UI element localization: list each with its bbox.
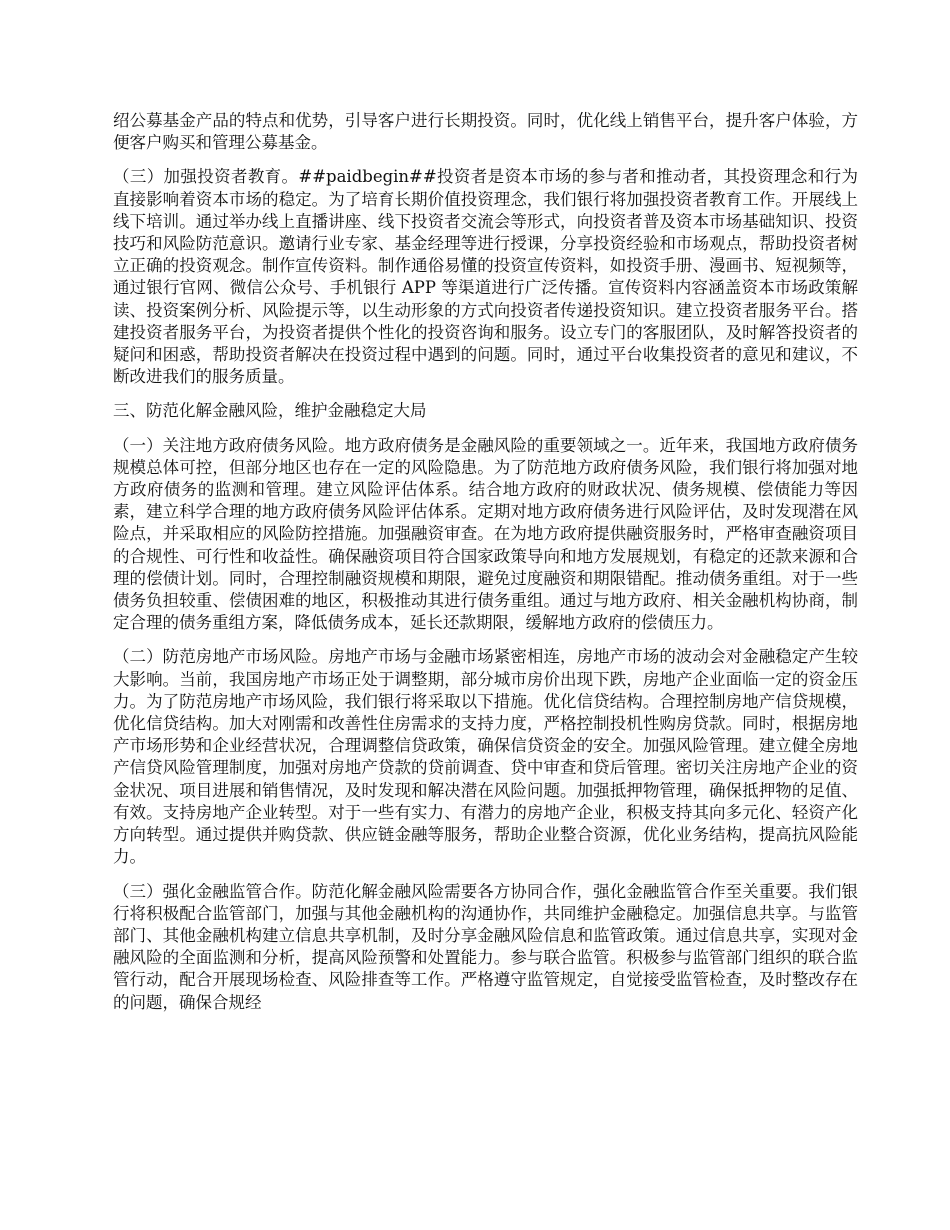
paragraph-investor-education: （三）加强投资者教育。##paidbegin##投资者是资本市场的参与者和推动者，其投资理念和行为直接影响着资本市场的稳定。为了培育长期价值投资理念，我们银行将加强投资者教育工作。开展线上线下培训。通过举办线上直播讲座、线下投资者交流会等形式，向投资者普及资本市场基础知识、投资技巧和风险防范意识。邀请行业专家、基金经理等进行授课，分享投资经验和市场观点，帮助投资者树立正确的投资观念。制作宣传资料。制作通俗易懂的投资宣传资料，如投资手册、漫画书、短视频等，通过银行官网、微信公众号、手机银行 APP 等渠道进行广泛传播。宣传资料内容涵盖资本市场政策解读、投资案例分析、风险提示等，以生动形象的方式向投资者传递投资知识。建立投资者服务平台。搭建投资者服务平台，为投资者提供个性化的投资咨询和服务。设立专门的客服团队，及时解答投资者的疑问和困惑，帮助投资者解决在投资过程中遇到的问题。同时，通过平台收集投资者的意见和建议，不断改进我们的服务质量。 — [113, 167, 858, 387]
section-heading-financial-risk: 三、防范化解金融风险，维护金融稳定大局 — [113, 401, 427, 421]
document-body — [113, 110, 858, 1026]
paragraph-fund-products: 绍公募基金产品的特点和优势，引导客户进行长期投资。同时，优化线上销售平台，提升客户体验，方便客户购买和管理公募基金。 — [113, 111, 858, 153]
paragraph-regulatory-cooperation: （三）强化金融监管合作。防范化解金融风险需要各方协同合作，强化金融监管合作至关重要。我们银行将积极配合监管部门，加强与其他金融机构的沟通协作，共同维护金融稳定。加强信息共享。与监管部门、其他金融机构建立信息共享机制，及时分享金融风险信息和监管政策。通过信息共享，实现对金融风险的全面监测和分析，提高风险预警和处置能力。参与联合监管。积极参与监管部门组织的联合监管行动，配合开展现场检查、风险排查等工作。严格遵守监管规定，自觉接受监管检查，及时整改存在的问题，确保合规经 — [113, 881, 858, 1012]
paragraph-local-government-debt: （一）关注地方政府债务风险。地方政府债务是金融风险的重要领域之一。近年来，我国地方政府债务规模总体可控，但部分地区也存在一定的风险隐患。为了防范地方政府债务风险，我们银行将加强对地方政府债务的监测和管理。建立风险评估体系。结合地方政府的财政状况、债务规模、偿债能力等因素，建立科学合理的地方政府债务风险评估体系。定期对地方政府债务进行风险评估，及时发现潜在风险点，并采取相应的风险防控措施。加强融资审查。在为地方政府提供融资服务时，严格审查融资项目的合规性、可行性和收益性。确保融资项目符合国家政策导向和地方发展规划，有稳定的还款来源和合理的偿债计划。同时，合理控制融资规模和期限，避免过度融资和期限错配。推动债务重组。对于一些债务负担较重、偿债困难的地区，积极推动其进行债务重组。通过与地方政府、相关金融机构协商，制定合理的债务重组方案，降低债务成本，延长还款期限，缓解地方政府的偿债压力。 — [113, 435, 858, 633]
paragraph-real-estate-risk: （二）防范房地产市场风险。房地产市场与金融市场紧密相连，房地产市场的波动会对金融稳定产生较大影响。当前，我国房地产市场正处于调整期，部分城市房价出现下跌，房地产企业面临一定的资金压力。为了防范房地产市场风险，我们银行将采取以下措施。优化信贷结构。合理控制房地产信贷规模，优化信贷结构。加大对刚需和改善性住房需求的支持力度，严格控制投机性购房贷款。同时，根据房地产市场形势和企业经营状况，合理调整信贷政策，确保信贷资金的安全。加强风险管理。建立健全房地产信贷风险管理制度，加强对房地产贷款的贷前调查、贷中审查和贷后管理。密切关注房地产企业的资金状况、项目进展和销售情况，及时发现和解决潜在风险问题。加强抵押物管理，确保抵押物的足值、有效。支持房地产企业转型。对于一些有实力、有潜力的房地产企业，积极支持其向多元化、轻资产化方向转型。通过提供并购贷款、供应链金融等服务，帮助企业整合资源，优化业务结构，提高抗风险能力。 — [113, 647, 858, 867]
